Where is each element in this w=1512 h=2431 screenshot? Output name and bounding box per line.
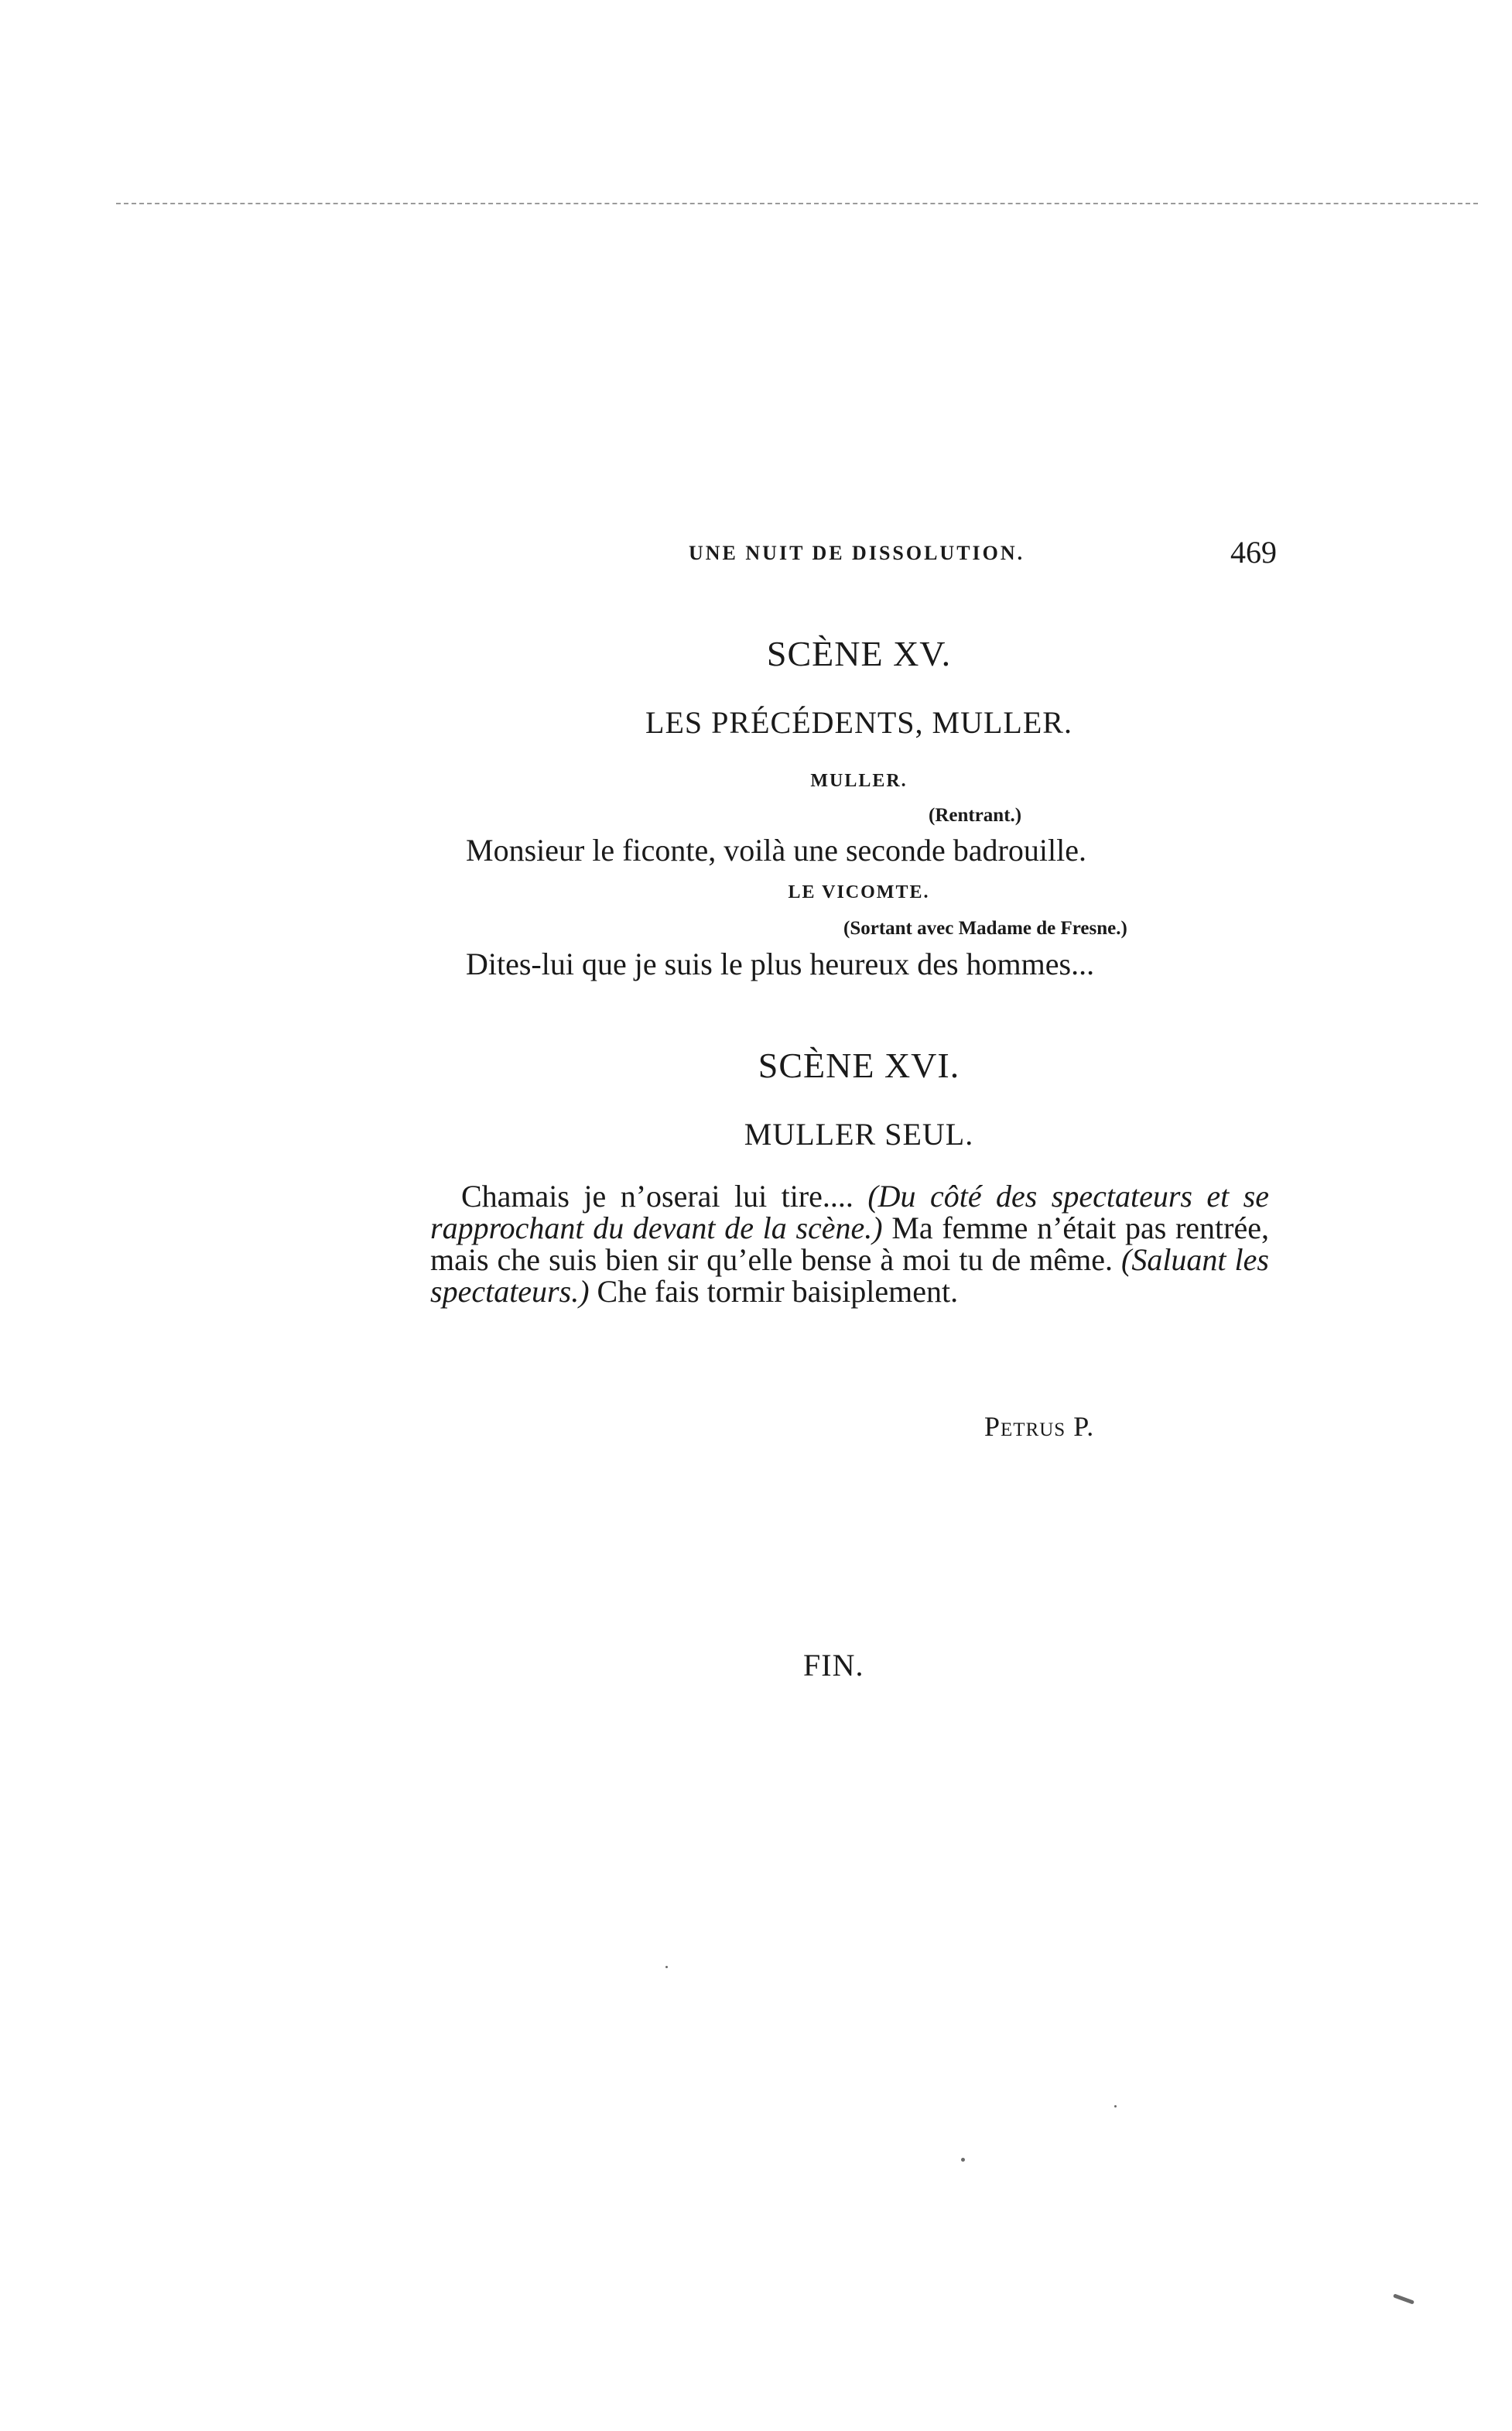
scan-speck xyxy=(1114,2105,1117,2107)
scan-speck xyxy=(961,2158,965,2162)
page-number: 469 xyxy=(1230,535,1277,570)
top-rule xyxy=(116,203,1478,204)
monologue-direction-2: (Saluant les spectateurs.) xyxy=(430,1242,1269,1309)
stage-direction-sortant: (Sortant avec Madame de Fresne.) xyxy=(843,918,1127,939)
end-text: FIN. xyxy=(803,1648,864,1683)
monologue-text-3: Che fais tormir baisiplement. xyxy=(589,1274,959,1309)
scan-speck xyxy=(665,1966,668,1968)
monologue-text-1: Chamais je n’oserai lui tire.... xyxy=(461,1179,868,1214)
stage-direction-rentrant: (Rentrant.) xyxy=(929,805,1022,826)
speech-muller: Monsieur le ficonte, voilà une seconde badrouille. xyxy=(466,833,1086,868)
scene-15-cast: LES PRÉCÉDENTS, MULLER. xyxy=(645,705,1072,740)
monologue-paragraph xyxy=(430,1180,1269,1307)
monologue-direction-1: (Du côté des spectateurs et se rapprochant du devant de la scène.) xyxy=(430,1179,1269,1245)
scene-16-title: SCÈNE XVI. xyxy=(758,1046,960,1085)
running-title: UNE NUIT DE DISSOLUTION. xyxy=(689,542,1025,564)
running-head xyxy=(464,535,1277,580)
scene-16-cast: MULLER SEUL. xyxy=(744,1117,974,1152)
speaker-muller: MULLER. xyxy=(810,771,908,791)
scene-15-title: SCÈNE XV. xyxy=(766,634,952,673)
signature: Petrus P. xyxy=(984,1411,1095,1442)
monologue-text-2: Ma femme n’était pas rentrée, mais che suis bien sir qu’elle bense à moi tu de même. xyxy=(430,1210,1269,1277)
scan-speck xyxy=(1393,2293,1415,2304)
speech-vicomte: Dites-lui que je suis le plus heureux des hommes... xyxy=(466,947,1095,981)
speaker-vicomte: LE VICOMTE. xyxy=(788,882,930,902)
